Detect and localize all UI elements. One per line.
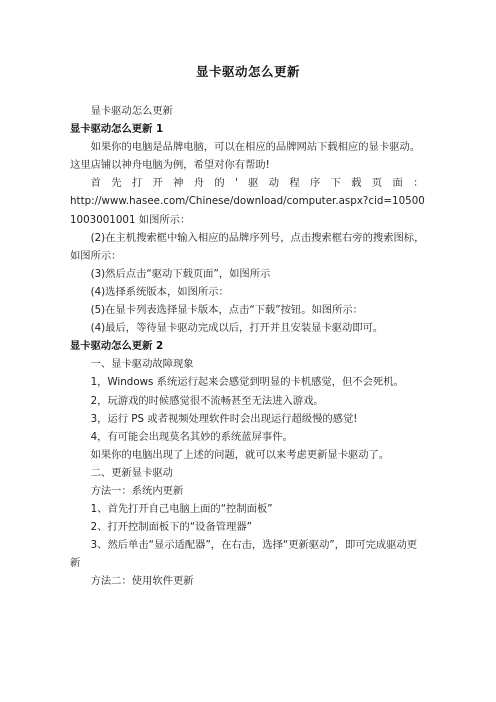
paragraph: 如果你的电脑出现了上述的问题，就可以来考虑更新显卡驱动了。 <box>90 448 390 461</box>
subheading: 二、更新显卡驱动 <box>90 466 173 479</box>
paragraph: 2、打开控制面板下的“设备管理器” <box>90 521 252 534</box>
page-title: 显卡驱动怎么更新 <box>195 64 300 79</box>
paragraph: 1，Windows 系统运行起来会感觉到明显的卡机感觉，但不会死机。 <box>90 376 404 389</box>
paragraph: 3，运行 PS 或者视频处理软件时会出现运行超级慢的感觉! <box>90 412 358 425</box>
paragraph: 2，玩游戏的时候感觉很不流畅甚至无法进入游戏。 <box>90 394 324 407</box>
section-heading-2: 显卡驱动怎么更新 2 <box>70 340 164 353</box>
paragraph: 3、然后单击“显示适配器”，在右击，选择“更新驱动”，即可完成驱动更新 <box>70 539 418 570</box>
subheading: 一、显卡驱动故障现象 <box>90 358 194 371</box>
paragraph: 方法一：系统内更新 <box>90 484 184 497</box>
paragraph: 如果你的电脑是品牌电脑，可以在相应的品牌网站下载相应的显卡驱动。这里店铺以神舟电脑为例，希望对你有帮助! <box>70 141 421 172</box>
paragraph: 首先打开神舟的'驱动程序下载页面： <box>90 177 426 190</box>
paragraph: (4)选择系统版本，如图所示： <box>90 285 229 298</box>
paragraph: (5)在显卡列表选择显卡版本，点击“下载”按钮。如图所示： <box>90 304 363 317</box>
paragraph: (4)最后，等待显卡驱动完成以后，打开并且安装显卡驱动即可。 <box>90 322 384 335</box>
paragraph: 4，有可能会出现莫名其妙的系统蓝屏事件。 <box>90 430 293 443</box>
paragraph: 1、首先打开自己电脑上面的“控制面板” <box>90 503 273 516</box>
paragraph: (2)在主机搜索框中输入相应的品牌序列号，点击搜索框右旁的搜索图标，如图所示： <box>70 231 425 262</box>
intro-heading: 显卡驱动怎么更新 <box>90 105 173 117</box>
section-heading-1: 显卡驱动怎么更新 1 <box>70 123 164 136</box>
paragraph: 方法二：使用软件更新 <box>90 575 194 588</box>
download-url-text: http://www.hasee.com/Chinese/download/computer.aspx?cid=105001003001001 如图所示： <box>70 195 425 226</box>
paragraph: (3)然后点击“驱动下载页面”，如图所示 <box>90 267 271 280</box>
